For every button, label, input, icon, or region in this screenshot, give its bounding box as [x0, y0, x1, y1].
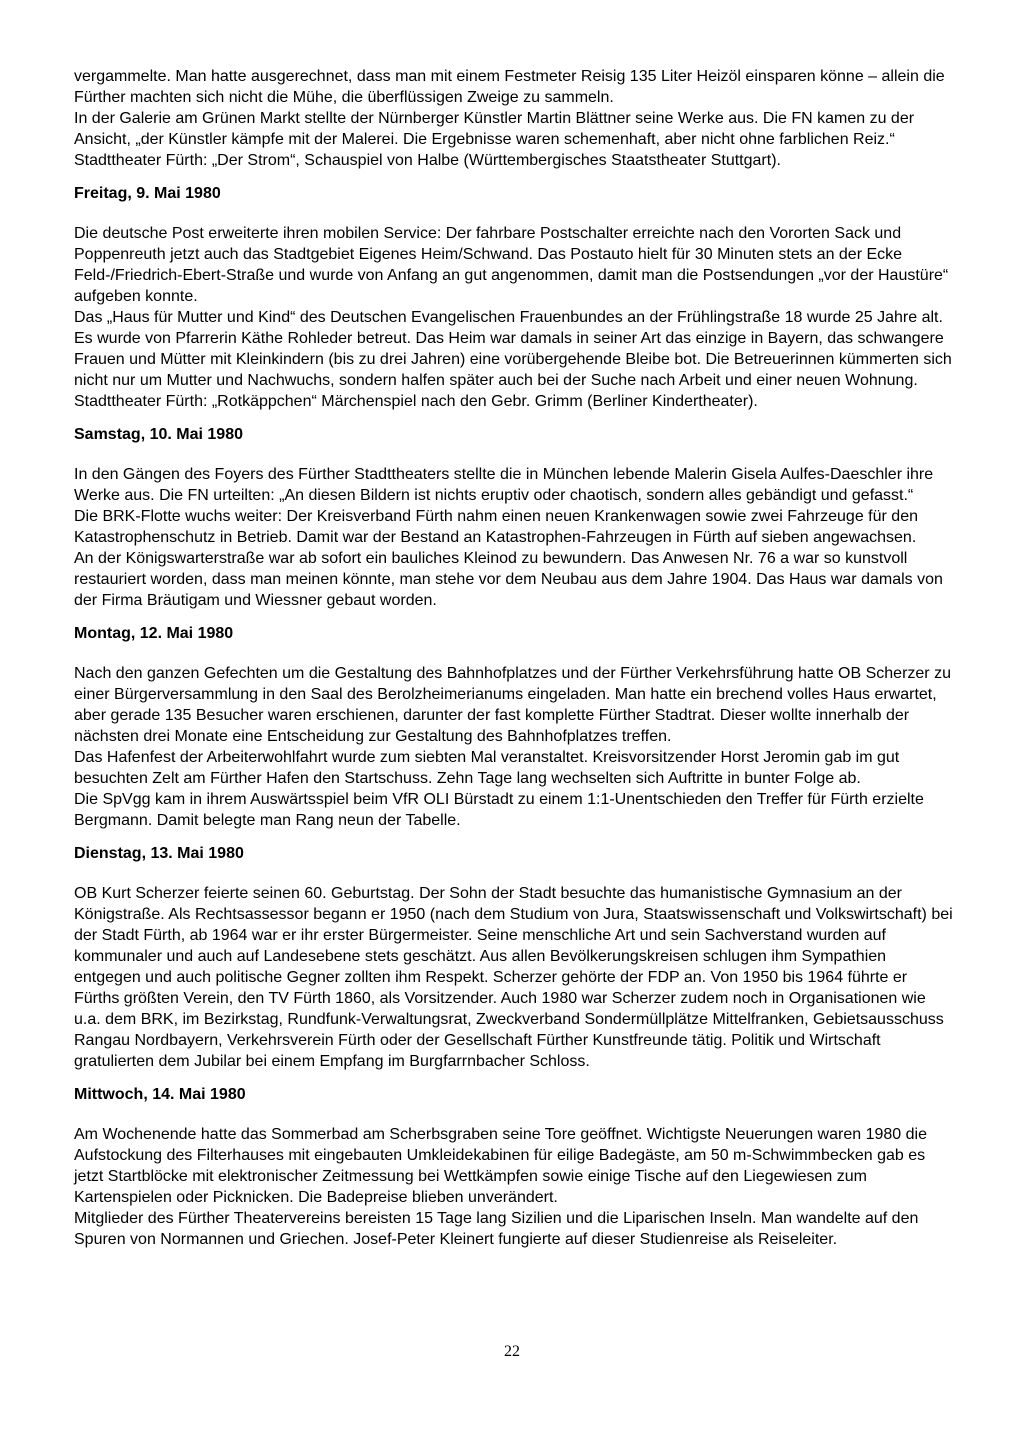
paragraph: In der Galerie am Grünen Markt stellte der Nürnberger Künstler Martin Blättner seine Werke aus. Die FN kamen zu der Ansicht, „der Künstler kämpfe mit der Malerei. Die Ergebnisse waren schemenhaft, aber nicht ohne farblichen Reiz.“ — [74, 110, 915, 148]
section-heading: Dienstag, 13. Mai 1980 — [74, 845, 244, 862]
section-heading: Mittwoch, 14. Mai 1980 — [74, 1086, 246, 1103]
paragraph: Die SpVgg kam in ihrem Auswärtsspiel beim VfR OLI Bürstadt zu einem 1:1-Unentschieden den Treffer für Fürth erzielte Bergmann. Damit belegte man Rang neun der Tabelle. — [74, 791, 924, 829]
paragraph: Stadttheater Fürth: „Rotkäppchen“ Märchenspiel nach den Gebr. Grimm (Berliner Kindertheater). — [74, 393, 758, 410]
page-number: 22 — [504, 1343, 520, 1360]
paragraph: vergammelte. Man hatte ausgerechnet, dass man mit einem Festmeter Reisig 135 Liter Heizöl einsparen könne – allein die Fürther machten sich nicht die Mühe, die überflüssigen Zweige zu sammeln. — [74, 68, 945, 106]
paragraph: Am Wochenende hatte das Sommerbad am Scherbsgraben seine Tore geöffnet. Wichtigste Neuerungen waren 1980 die Aufstockung des Filterhauses mit eingebauten Umkleidekabinen für eilige Badegäste, am 50 m-Schwimmbecken gab es jetzt Startblöcke mit elektronischer Zeitmessung bei Wettkämpfen sowie einige Tische auf den Liegewiesen zum Kartenspielen oder Picknicken. Die Badepreise blieben unverändert. — [74, 1126, 927, 1206]
paragraph: Die BRK-Flotte wuchs weiter: Der Kreisverband Fürth nahm einen neuen Krankenwagen sowie zwei Fahrzeuge für den Katastrophenschutz in Betrieb. Damit war der Bestand an Katastrophen-Fahrzeugen in Fürth auf sieben angewachsen. — [74, 508, 918, 546]
paragraph: OB Kurt Scherzer feierte seinen 60. Geburtstag. Der Sohn der Stadt besuchte das humanistische Gymnasium an der Königstraße. Als Rechtsassessor begann er 1950 (nach dem Studium von Jura, Staatswissenschaft und Volkswirtschaft) bei der Stadt Fürth, ab 1964 war er ihr erster Bürgermeister. Seine menschliche Art und sein Sachverstand wurden auf kommunaler und auch auf Landesebene stets geschätzt. Aus allen Bevölkerungskreisen schlugen ihm Sympathien entgegen und auch politische Gegner zollten ihm Respekt. Scherzer gehörte der FDP an. Von 1950 bis 1964 führte er Fürths größten Verein, den TV Fürth 1860, als Vorsitzender. Auch 1980 war Scherzer zudem noch in Organisationen wie u.a. dem BRK, im Bezirkstag, Rundfunk-Verwaltungsrat, Zweckverband Sondermüllplätze Mittelfranken, Gebietsausschuss Rangau Nordbayern, Verkehrsverein Fürth oder der Gesellschaft Fürther Kunstfreunde tätig. Politik und Wirtschaft gratulierten dem Jubilar bei einem Empfang im Burgfarrnbacher Schloss. — [74, 885, 953, 1070]
paragraph: Das Hafenfest der Arbeiterwohlfahrt wurde zum siebten Mal veranstaltet. Kreisvorsitzender Horst Jeromin gab im gut besuchten Zelt am Fürther Hafen den Startschuss. Zehn Tage lang wechselten sich Auftritte in bunter Folge ab. — [74, 749, 900, 787]
paragraph: Nach den ganzen Gefechten um die Gestaltung des Bahnhofplatzes und der Fürther Verkehrsführung hatte OB Scherzer zu einer Bürgerversammlung in den Saal des Berolzheimerianums eingeladen. Man hatte ein brechend volles Haus erwartet, aber gerade 135 Besucher waren erschienen, darunter der fast komplette Fürther Stadtrat. Dieser wollte innerhalb der nächsten drei Monate eine Entscheidung zur Gestaltung des Bahnhofplatzes treffen. — [74, 665, 951, 745]
paragraph: Stadttheater Fürth: „Der Strom“, Schauspiel von Halbe (Württembergisches Staatstheater Stuttgart). — [74, 152, 781, 169]
paragraph: An der Königswarterstraße war ab sofort ein bauliches Kleinod zu bewundern. Das Anwesen Nr. 76 a war so kunstvoll restauriert worden, dass man meinen könnte, man stehe vor dem Neubau aus dem Jahre 1904. Das Haus war damals von der Firma Bräutigam und Wiessner gebaut worden. — [74, 550, 943, 609]
paragraph: Mitglieder des Fürther Theatervereins bereisten 15 Tage lang Sizilien und die Liparischen Inseln. Man wandelte auf den Spuren von Normannen und Griechen. Josef-Peter Kleinert fungierte auf dieser Studienreise als Reiseleiter. — [74, 1210, 919, 1248]
section-heading: Samstag, 10. Mai 1980 — [74, 426, 243, 443]
paragraph: Die deutsche Post erweiterte ihren mobilen Service: Der fahrbare Postschalter erreichte nach den Vororten Sack und Poppenreuth jetzt auch das Stadtgebiet Eigenes Heim/Schwand. Das Postauto hielt für 30 Minuten stets an der Ecke Feld-/Friedrich-Ebert-Straße und wurde von Anfang an gut angenommen, damit man die Postsendungen „vor der Haustüre“ aufgeben konnte. — [74, 225, 949, 305]
section-heading: Freitag, 9. Mai 1980 — [74, 185, 221, 202]
paragraph: In den Gängen des Foyers des Fürther Stadttheaters stellte die in München lebende Malerin Gisela Aulfes-Daeschler ihre Werke aus. Die FN urteilten: „An diesen Bildern ist nichts eruptiv oder chaotisch, sondern alles gebändigt und gefasst.“ — [74, 466, 934, 504]
paragraph: Das „Haus für Mutter und Kind“ des Deutschen Evangelischen Frauenbundes an der Frühlingstraße 18 wurde 25 Jahre alt. Es wurde von Pfarrerin Käthe Rohleder betreut. Das Heim war damals in seiner Art das einzige in Bayern, das schwangere Frauen und Mütter mit Kleinkindern (bis zu drei Jahren) eine vorübergehende Bleibe bot. Die Betreuerinnen kümmerten sich nicht nur um Mutter und Nachwuchs, sondern halfen später auch bei der Suche nach Arbeit und einer neuen Wohnung. — [74, 309, 952, 389]
section-heading: Montag, 12. Mai 1980 — [74, 625, 234, 642]
document-body — [74, 66, 955, 1250]
